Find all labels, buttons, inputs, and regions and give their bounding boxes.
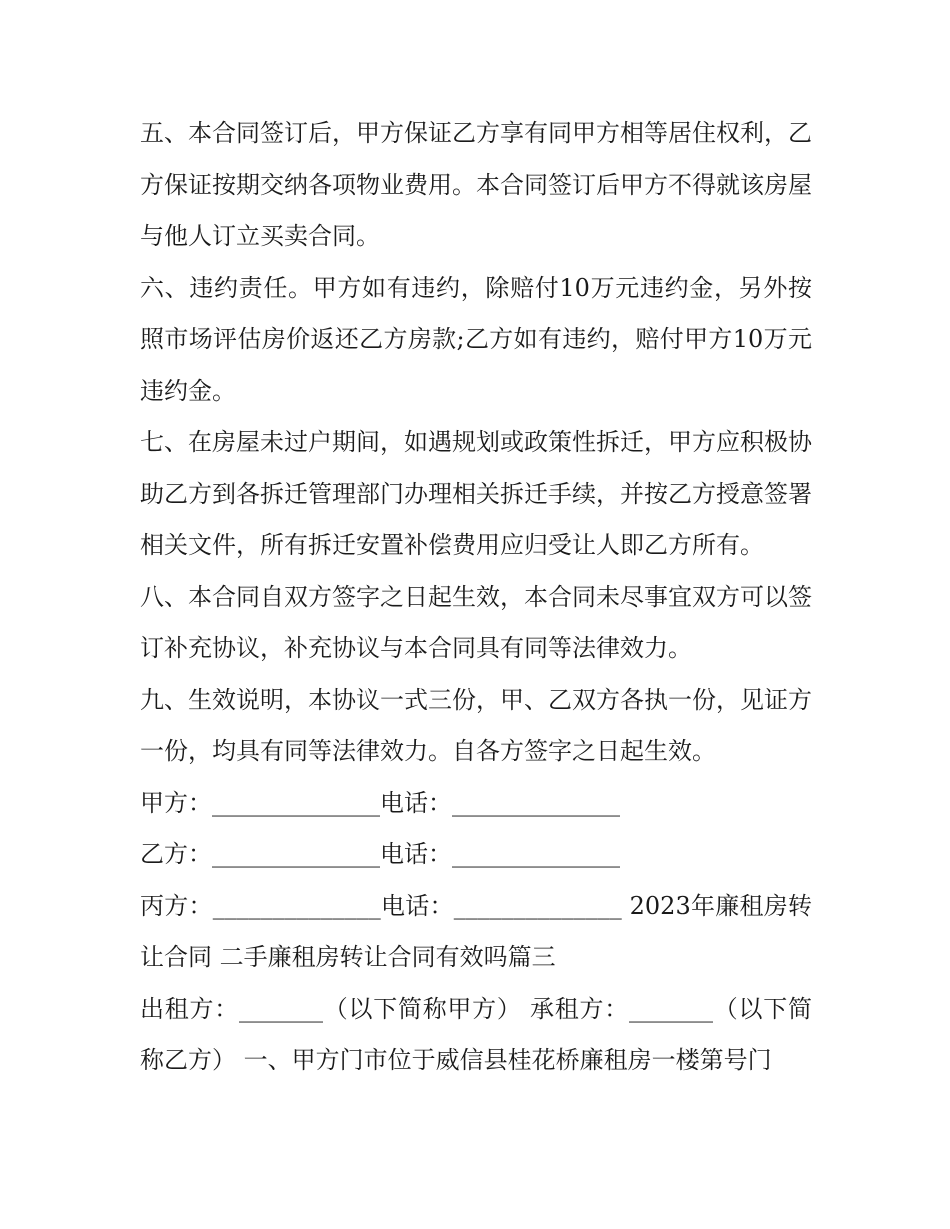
clause-9-paragraph: 九、生效说明，本协议一式三份，甲、乙双方各执一份，见证方一份，均具有同等法律效力。自各方签字之日起生效。	[140, 685, 812, 765]
clause-6-paragraph: 六、违约责任。甲方如有违约，除赔付10万元违约金，另外按照市场评估房价返还乙方房款;乙方如有违约，赔付甲方10万元违约金。	[140, 273, 812, 405]
clause-5-paragraph: 五、本合同签订后，甲方保证乙方享有同甲方相等居住权利，乙方保证按期交纳各项物业费用。本合同签订后甲方不得就该房屋与他人订立买卖合同。	[140, 119, 812, 250]
lessor-lessee-paragraph: 出租方：_______（以下简称甲方） 承租方：_______（以下简称乙方） 一、甲方门市位于威信县桂花桥廉租房一楼第号门	[140, 994, 812, 1074]
clause-7-paragraph: 七、在房屋未过户期间，如遇规划或政策性拆迁，甲方应积极协助乙方到各拆迁管理部门办理相关拆迁手续，并按乙方授意签署相关文件，所有拆迁安置补偿费用应归受让人即乙方所有。	[140, 428, 812, 559]
document-body	[140, 108, 812, 1087]
party-c-signature-line: 丙方：______________电话：______________ 2023年廉租房转让合同 二手廉租房转让合同有效吗篇三	[140, 891, 812, 971]
party-a-signature-line: 甲方：______________电话：______________	[140, 788, 620, 817]
clause-8-paragraph: 八、本合同自双方签字之日起生效，本合同未尽事宜双方可以签订补充协议，补充协议与本合同具有同等法律效力。	[140, 582, 812, 662]
party-b-signature-line: 乙方：______________电话：______________	[140, 840, 620, 868]
